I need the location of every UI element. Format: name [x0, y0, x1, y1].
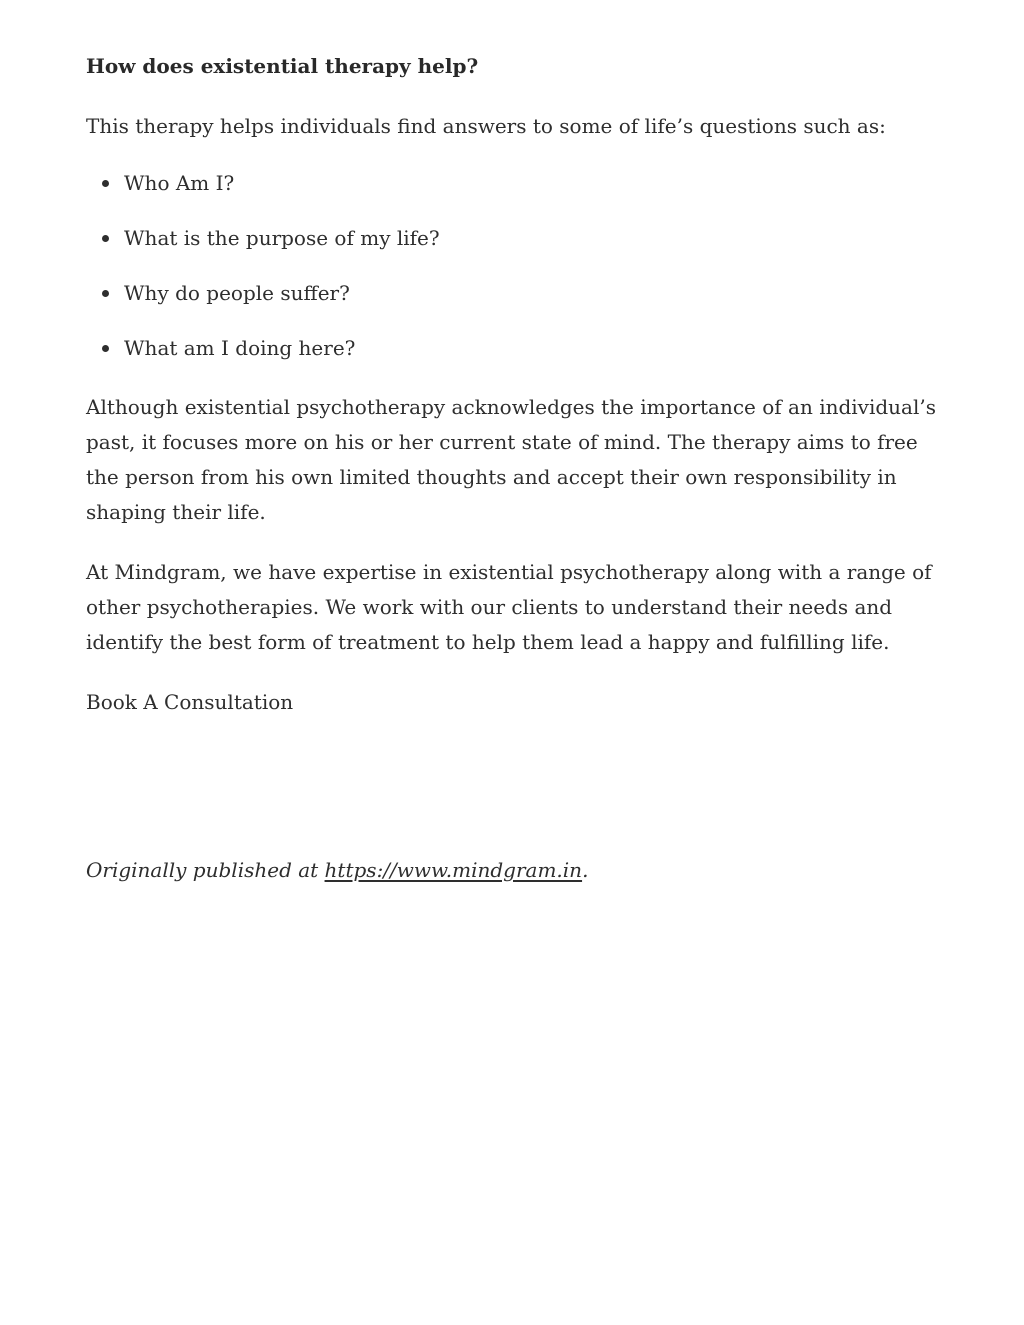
- questions-list: [86, 169, 946, 362]
- bullet-icon: [102, 235, 109, 242]
- list-item: [86, 334, 946, 362]
- published-prefix: Originally published at: [86, 858, 325, 882]
- bullet-icon: [102, 290, 109, 297]
- list-item-text: What am I doing here?: [124, 336, 356, 360]
- list-item-text: Why do people suffer?: [124, 281, 350, 305]
- list-item: [86, 169, 946, 197]
- originally-published-note: [86, 853, 588, 888]
- article-body: [86, 50, 946, 720]
- list-item-text: Who Am I?: [124, 171, 235, 195]
- list-item: [86, 279, 946, 307]
- source-link[interactable]: https://www.mindgram.in: [324, 858, 583, 882]
- published-suffix: .: [582, 858, 589, 882]
- section-heading: How does existential therapy help?: [86, 54, 479, 78]
- list-item-text: What is the purpose of my life?: [124, 226, 440, 250]
- bullet-icon: [102, 345, 109, 352]
- although-paragraph: Although existential psychotherapy acknowledges the importance of an individual’s past, it focuses more on his or her current state of mind. The therapy aims to free the person from his own limited thoughts and accept their own responsibility in shaping their life.: [86, 395, 936, 524]
- list-item: [86, 224, 946, 252]
- intro-paragraph: This therapy helps individuals find answers to some of life’s questions such as:: [86, 114, 886, 138]
- mindgram-paragraph: At Mindgram, we have expertise in existential psychotherapy along with a range of other psychotherapies. We work with our clients to understand their needs and identify the best form of treatment to help them lead a happy and fulfilling life.: [86, 560, 932, 654]
- book-consultation-link[interactable]: Book A Consultation: [86, 690, 294, 714]
- bullet-icon: [102, 180, 109, 187]
